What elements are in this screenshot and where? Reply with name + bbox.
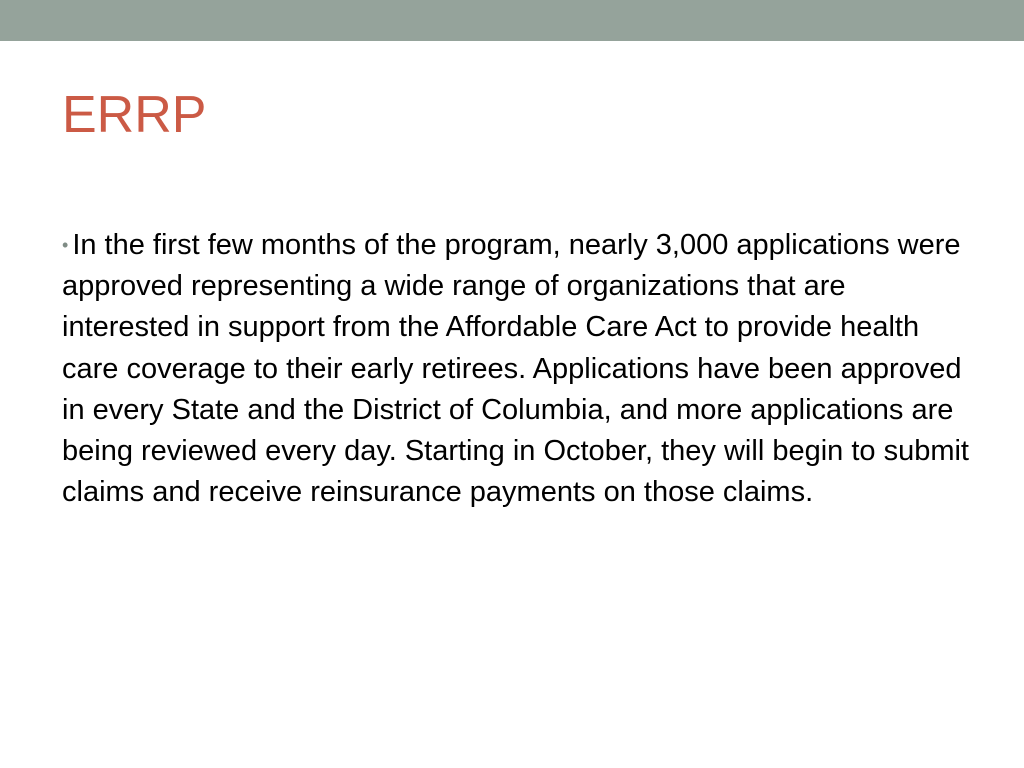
top-color-band: [0, 0, 1024, 41]
bullet-item: [62, 225, 972, 513]
slide-title: ERRP: [62, 86, 207, 144]
bullet-list: [62, 225, 972, 513]
bullet-icon: •: [62, 235, 69, 255]
bullet-text: In the first few months of the program, nearly 3,000 applications were approved representing a wide range of organizations that are interested in support from the Affordable Care Act to provide health care coverage to their early retirees. Applications have been approved in every State and the District of Columbia, and more applications are being reviewed every day. Starting in October, they will begin to submit claims and receive reinsurance payments on those claims.: [62, 229, 969, 509]
